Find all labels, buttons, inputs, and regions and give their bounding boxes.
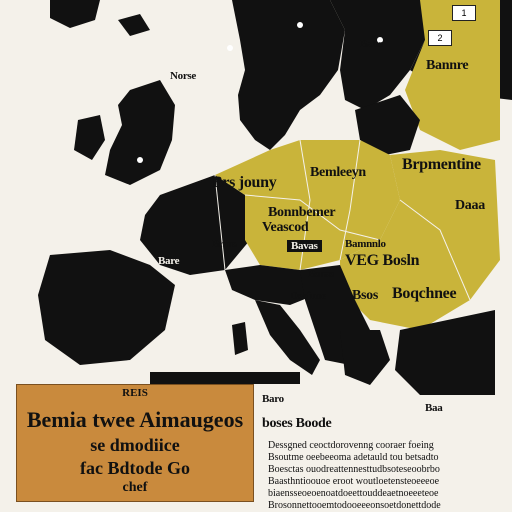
label-german-name: Bonnbemer bbox=[268, 205, 336, 220]
label-central-east: Bemleeyn bbox=[310, 165, 366, 180]
greece-peninsula bbox=[340, 330, 390, 385]
ireland-landmass bbox=[74, 115, 105, 160]
small-north-island bbox=[118, 14, 150, 36]
label-ukraine-big: VEG Bosln bbox=[345, 252, 420, 269]
caption-line: Dessgned ceoctdorovenng cooraer foeing bbox=[268, 440, 434, 451]
caption-line: Boesctas ouodreattennesttudbsoteseoobrbo bbox=[268, 464, 440, 475]
marker-box-1: 1 bbox=[452, 5, 476, 21]
label-norway-north: Norse bbox=[170, 70, 196, 82]
label-iberia: Bare bbox=[158, 255, 180, 267]
caption-title: boses Boode bbox=[262, 416, 332, 431]
sardinia-island bbox=[232, 322, 248, 355]
label-mid-badge: Bavas bbox=[287, 240, 322, 252]
scandinavia-landmass bbox=[232, 0, 345, 150]
legend-line-4: chef bbox=[122, 480, 148, 495]
caption-line: Bsoutme oeebeeoma adetauld tou betsadto bbox=[268, 452, 439, 463]
label-gulf-note: Bahe bbox=[360, 38, 383, 50]
label-balkan-right: Bsos bbox=[352, 288, 379, 303]
legend-line-1: Bemia twee Aimaugeos bbox=[26, 407, 244, 432]
caption-text bbox=[268, 440, 490, 512]
label-east-top: Bannre bbox=[426, 58, 469, 73]
label-german-sub: Veascod bbox=[262, 220, 309, 235]
iceland-island bbox=[50, 0, 100, 28]
iberia-landmass bbox=[38, 250, 175, 365]
label-balkan-mid: Desfune bbox=[290, 290, 326, 302]
caption-line: Baasthntioouoe eroot woutloetensteoeeeoe bbox=[268, 476, 440, 487]
label-ukraine-sub: Bsnas bbox=[308, 268, 335, 280]
label-far-east: Daaa bbox=[455, 198, 485, 213]
label-mid-right: Bamnnlo bbox=[345, 238, 386, 250]
label-east-mid: Brpmentine bbox=[402, 156, 481, 173]
label-right-small: Baa bbox=[425, 402, 443, 414]
caption-line: biaensseoeoenoatdoeettouddeaetnoeeeteoe bbox=[268, 488, 439, 499]
legend-box bbox=[16, 384, 254, 502]
label-east-south: Boqchnee bbox=[392, 285, 457, 302]
marker-box-2: 2 bbox=[428, 30, 452, 46]
label-central-west: Brs jouny bbox=[212, 174, 277, 191]
great-britain-landmass bbox=[105, 80, 175, 185]
legend-line-2: se dmodiice bbox=[90, 435, 180, 455]
label-line-west: Brms bbox=[212, 238, 237, 250]
legend-heading: REIS bbox=[122, 387, 148, 399]
label-shore: Baro bbox=[262, 393, 284, 405]
legend-line-3: fac Bdtode Go bbox=[80, 458, 190, 478]
caption-line: Brosonnettooemtodooeeeonsoetdonettdode bbox=[268, 500, 441, 511]
north-africa-coast bbox=[150, 372, 300, 384]
